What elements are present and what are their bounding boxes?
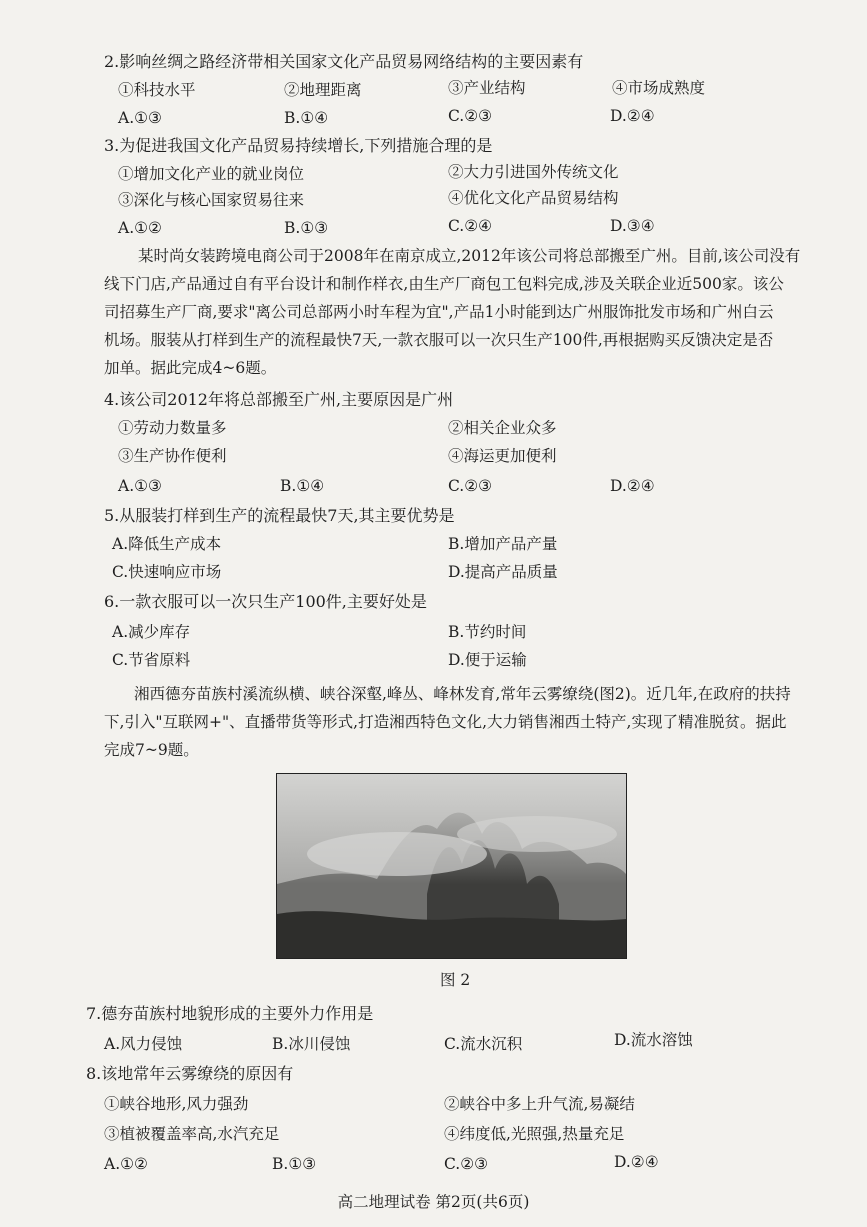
- question-5-stem: 5.从服装打样到生产的流程最快7天,其主要优势是: [104, 506, 455, 525]
- q4-item-4: ④海运更加便利: [448, 447, 557, 465]
- passage-2-line-3: 司招募生产厂商,要求"离公司总部两小时车程为宜",产品1小时能到达广州服饰批发市场和广州白云: [104, 303, 774, 321]
- question-6-stem: 6.一款衣服可以一次只生产100件,主要好处是: [104, 592, 427, 611]
- q6-option-a: A.减少库存: [112, 623, 191, 641]
- q4-option-a: A.①③: [118, 477, 162, 495]
- q3-option-a: A.①②: [118, 219, 162, 237]
- passage-3-line-2: 下,引入"互联网+"、直播带货等形式,打造湘西特色文化,大力销售湘西土特产,实现了精准脱贫。据此: [104, 713, 787, 731]
- passage-2-line-1: 某时尚女装跨境电商公司于2008年在南京成立,2012年该公司将总部搬至广州。目前,该公司没有: [138, 247, 801, 265]
- q7-option-d: D.流水溶蚀: [614, 1031, 693, 1049]
- q6-option-d: D.便于运输: [448, 651, 527, 669]
- q5-option-d: D.提高产品质量: [448, 563, 558, 581]
- question-7-stem: 7.德夯苗族村地貌形成的主要外力作用是: [86, 1004, 374, 1023]
- passage-2-line-2: 线下门店,产品通过自有平台设计和制作样衣,由生产厂商包工包料完成,涉及关联企业近500家。该公: [104, 275, 784, 293]
- q6-option-b: B.节约时间: [448, 623, 527, 641]
- q2-option-c: C.②③: [448, 107, 493, 125]
- q8-option-a: A.①②: [104, 1155, 148, 1173]
- q3-option-c: C.②④: [448, 217, 493, 235]
- q8-option-c: C.②③: [444, 1155, 489, 1173]
- q7-option-c: C.流水沉积: [444, 1035, 523, 1053]
- q4-item-1: ①劳动力数量多: [118, 419, 227, 437]
- q8-option-d: D.②④: [614, 1153, 659, 1171]
- q8-item-2: ②峡谷中多上升气流,易凝结: [444, 1095, 635, 1113]
- q5-option-a: A.降低生产成本: [112, 535, 222, 553]
- q6-option-c: C.节省原料: [112, 651, 191, 669]
- q7-option-b: B.冰川侵蚀: [272, 1035, 351, 1053]
- q2-item-4: ④市场成熟度: [612, 79, 706, 97]
- passage-3-line-3: 完成7~9题。: [104, 741, 199, 759]
- passage-2-line-5: 加单。据此完成4~6题。: [104, 359, 277, 377]
- question-8-stem: 8.该地常年云雾缭绕的原因有: [86, 1064, 294, 1083]
- q4-option-b: B.①④: [280, 477, 325, 495]
- figure-2-caption: 图 2: [440, 971, 471, 989]
- q3-option-b: B.①③: [284, 219, 329, 237]
- q5-option-b: B.增加产品产量: [448, 535, 558, 553]
- question-3-stem: 3.为促进我国文化产品贸易持续增长,下列措施合理的是: [104, 136, 493, 155]
- q8-item-4: ④纬度低,光照强,热量充足: [444, 1125, 625, 1143]
- question-4-stem: 4.该公司2012年将总部搬至广州,主要原因是广州: [104, 390, 454, 409]
- q4-item-2: ②相关企业众多: [448, 419, 557, 437]
- q7-option-a: A.风力侵蚀: [104, 1035, 183, 1053]
- q3-item-3: ③深化与核心国家贸易往来: [118, 191, 305, 209]
- q4-item-3: ③生产协作便利: [118, 447, 227, 465]
- q2-item-1: ①科技水平: [118, 81, 196, 99]
- q8-option-b: B.①③: [272, 1155, 317, 1173]
- q3-item-4: ④优化文化产品贸易结构: [448, 189, 619, 207]
- q5-option-c: C.快速响应市场: [112, 563, 222, 581]
- q3-item-1: ①增加文化产业的就业岗位: [118, 165, 305, 183]
- q2-option-a: A.①③: [118, 109, 162, 127]
- figure-2-photo: [276, 773, 627, 959]
- q2-option-b: B.①④: [284, 109, 329, 127]
- q2-item-2: ②地理距离: [284, 81, 362, 99]
- q3-option-d: D.③④: [610, 217, 655, 235]
- question-2-stem: 2.影响丝绸之路经济带相关国家文化产品贸易网络结构的主要因素有: [104, 52, 584, 71]
- q2-option-d: D.②④: [610, 107, 655, 125]
- q2-item-3: ③产业结构: [448, 79, 526, 97]
- misty-peaks-image: [277, 774, 626, 958]
- q8-item-1: ①峡谷地形,风力强劲: [104, 1095, 249, 1113]
- passage-3-line-1: 湘西德夯苗族村溪流纵横、峡谷深壑,峰丛、峰林发育,常年云雾缭绕(图2)。近几年,在政府的扶持: [134, 685, 791, 703]
- passage-2-line-4: 机场。服装从打样到生产的流程最快7天,一款衣服可以一次只生产100件,再根据购买反馈决定是否: [104, 331, 774, 349]
- q4-option-c: C.②③: [448, 477, 493, 495]
- q8-item-3: ③植被覆盖率高,水汽充足: [104, 1125, 280, 1143]
- q3-item-2: ②大力引进国外传统文化: [448, 163, 619, 181]
- page-footer: 高二地理试卷 第2页(共6页): [337, 1193, 530, 1211]
- q4-option-d: D.②④: [610, 477, 655, 495]
